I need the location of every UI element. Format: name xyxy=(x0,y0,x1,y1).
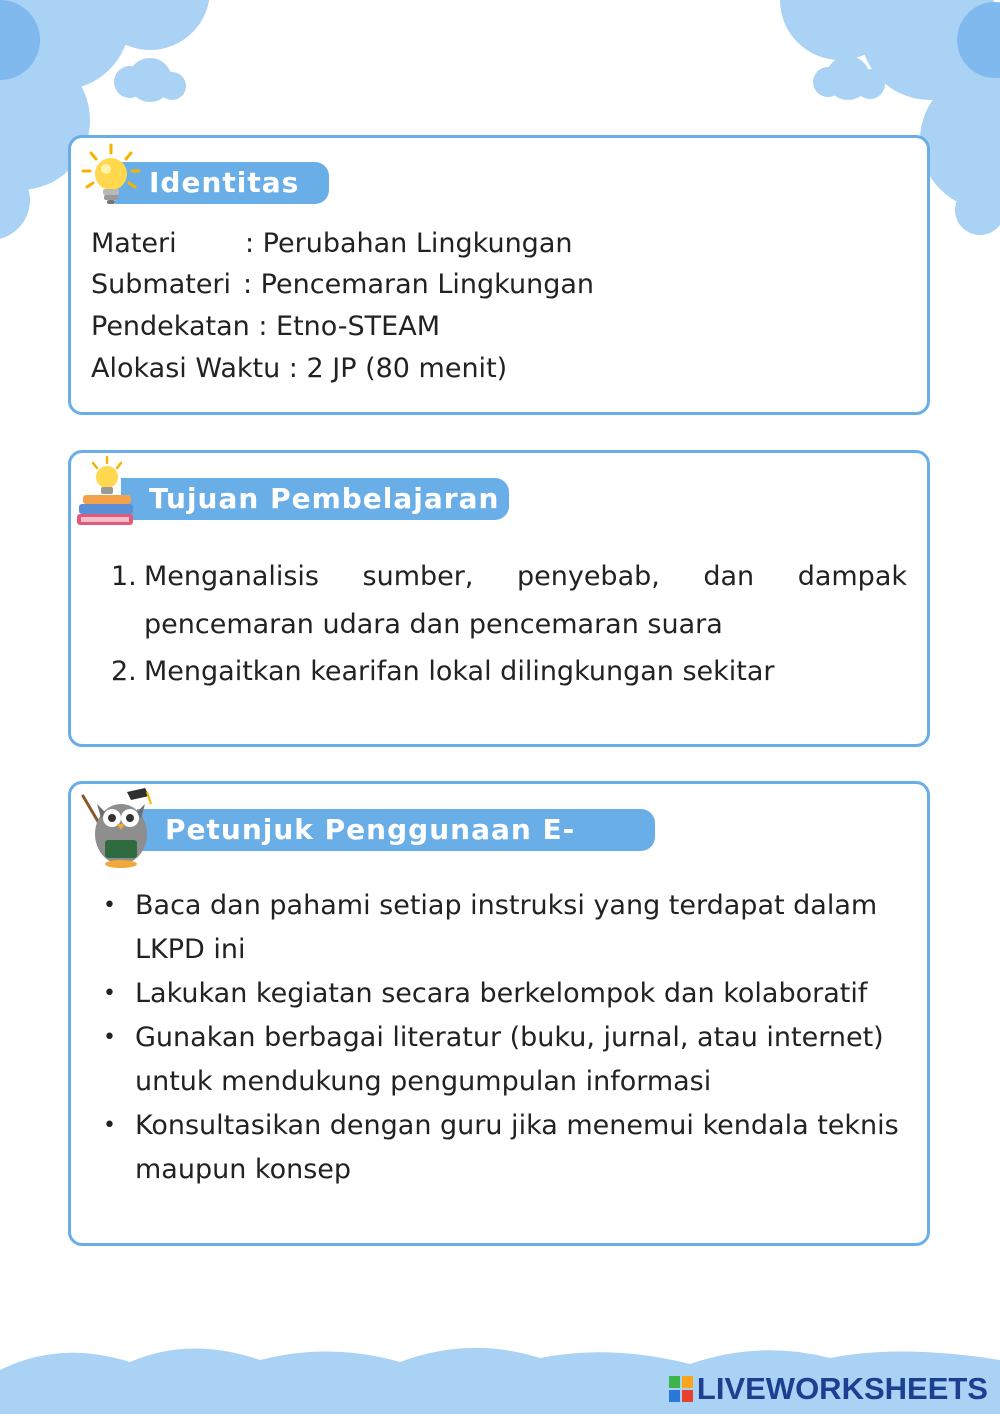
identitas-row-pendekatan: Pendekatan : Etno-STEAM xyxy=(91,311,441,342)
bullet-icon: • xyxy=(103,1025,116,1050)
liveworksheets-wordmark: LIVEWORKSHEETS xyxy=(696,1371,988,1406)
identitas-title xyxy=(115,162,329,204)
identitas-title-text: Identitas xyxy=(149,166,300,199)
bullet-icon: • xyxy=(103,1113,116,1138)
tujuan-title-text: Tujuan Pembelajaran xyxy=(149,482,500,515)
identitas-row-materi: Materi : Perubahan Lingkungan xyxy=(91,228,573,259)
list-item: • Gunakan berbagai literatur (buku, jurnal, atau internet) untuk mendukung pengumpulan informasi xyxy=(103,1016,909,1104)
petunjuk-title-text: Petunjuk Penggunaan E-LKPD xyxy=(165,813,576,888)
tujuan-title xyxy=(121,478,509,520)
list-item: 2. Mengaitkan kearifan lokal dilingkungan sekitar xyxy=(111,656,775,687)
tujuan-card xyxy=(68,450,930,747)
identitas-row-alokasi: Alokasi Waktu : 2 JP (80 menit) xyxy=(91,353,508,384)
tujuan-list xyxy=(111,553,907,696)
identitas-card xyxy=(68,135,930,415)
bullet-icon: • xyxy=(103,981,116,1006)
list-item: • Konsultasikan dengan guru jika menemui kendala teknis maupun konsep xyxy=(103,1104,909,1192)
identitas-row-submateri: Submateri : Pencemaran Lingkungan xyxy=(91,269,594,300)
bullet-icon: • xyxy=(103,893,116,918)
petunjuk-list xyxy=(103,884,909,1192)
books-lightbulb-icon xyxy=(75,455,139,531)
petunjuk-card xyxy=(68,781,930,1246)
liveworksheets-logo[interactable] xyxy=(669,1372,988,1406)
list-item: 1. Menganalisis sumber, penyebab, dan dampak pencemaran udara dan pencemaran suara xyxy=(111,561,907,640)
petunjuk-title xyxy=(137,809,655,888)
lightbulb-icon xyxy=(79,143,143,213)
list-item: • Baca dan pahami setiap instruksi yang terdapat dalam LKPD ini xyxy=(103,884,909,972)
list-item: • Lakukan kegiatan secara berkelompok dan kolaboratif xyxy=(103,972,909,1016)
owl-teacher-icon xyxy=(77,784,157,868)
liveworksheets-mark-icon xyxy=(669,1376,693,1402)
